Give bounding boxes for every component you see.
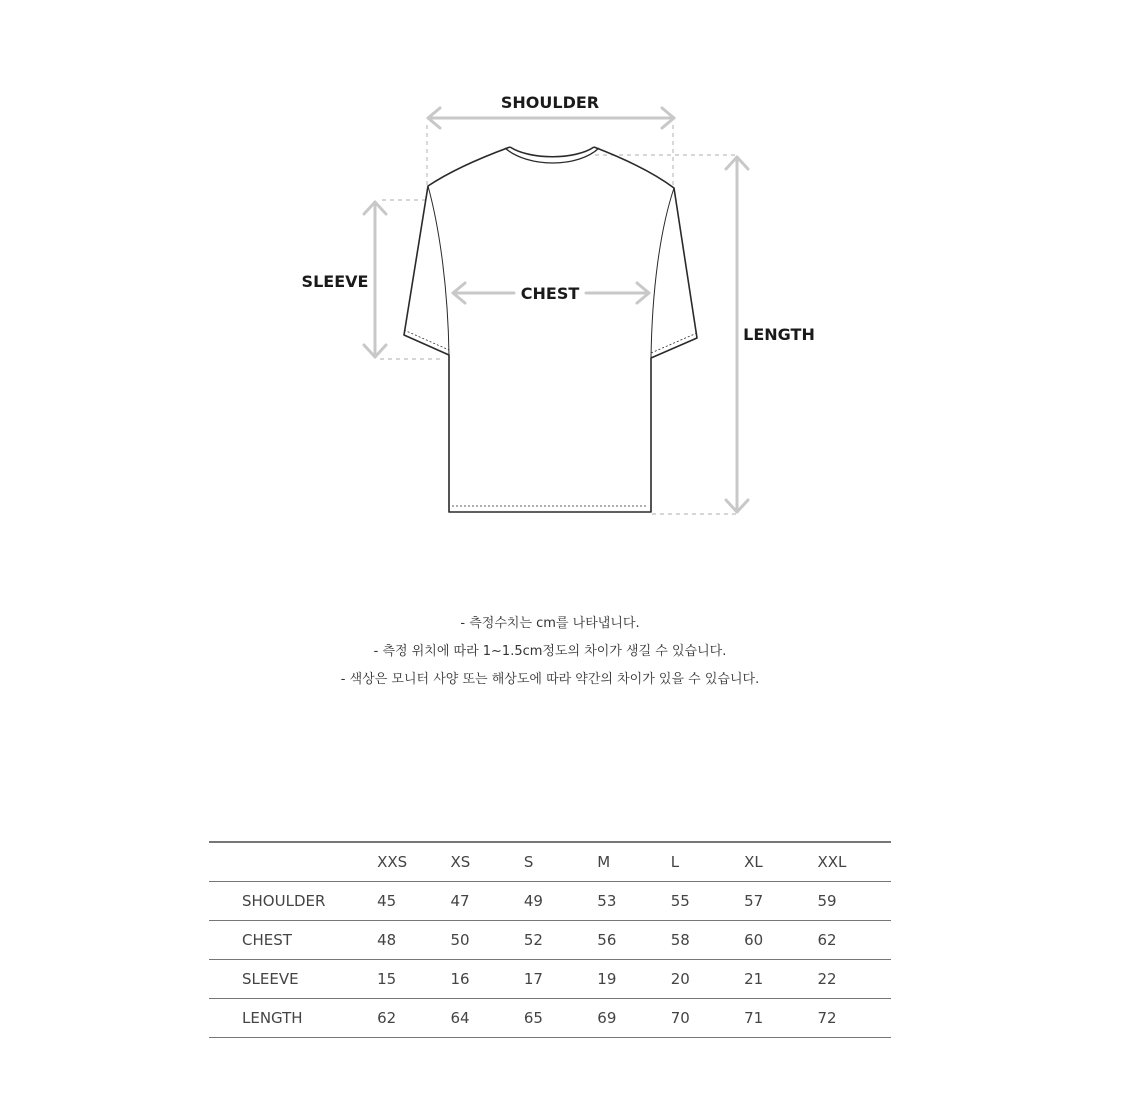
table-cell: 47 bbox=[450, 882, 523, 921]
row-label: LENGTH bbox=[209, 999, 377, 1038]
row-label: SHOULDER bbox=[209, 882, 377, 921]
table-row bbox=[209, 882, 891, 921]
size-header: XXS bbox=[377, 842, 450, 882]
table-cell: 62 bbox=[377, 999, 450, 1038]
table-cell: 20 bbox=[671, 960, 744, 999]
measurement-notes bbox=[0, 610, 1100, 694]
size-header: XL bbox=[744, 842, 817, 882]
table-cell: 52 bbox=[524, 921, 597, 960]
table-corner-cell bbox=[209, 842, 377, 882]
size-header: XS bbox=[450, 842, 523, 882]
size-header: L bbox=[671, 842, 744, 882]
table-cell: 55 bbox=[671, 882, 744, 921]
measurement-guides bbox=[380, 125, 738, 514]
row-label: CHEST bbox=[209, 921, 377, 960]
length-label: LENGTH bbox=[743, 325, 815, 344]
table-cell: 15 bbox=[377, 960, 450, 999]
table-cell: 53 bbox=[597, 882, 670, 921]
sleeve-label: SLEEVE bbox=[301, 272, 369, 291]
size-header: XXL bbox=[818, 842, 892, 882]
table-cell: 56 bbox=[597, 921, 670, 960]
measurement-arrows bbox=[364, 108, 748, 512]
row-label: SLEEVE bbox=[209, 960, 377, 999]
table-cell: 65 bbox=[524, 999, 597, 1038]
size-header: M bbox=[597, 842, 670, 882]
note-line: - 측정 위치에 따라 1~1.5cm정도의 차이가 생길 수 있습니다. bbox=[373, 644, 727, 659]
table-cell: 64 bbox=[450, 999, 523, 1038]
table-cell: 22 bbox=[818, 960, 892, 999]
shoulder-label: SHOULDER bbox=[500, 93, 600, 112]
note-line: - 측정수치는 cm를 나타냅니다. bbox=[460, 616, 640, 631]
table-cell: 19 bbox=[597, 960, 670, 999]
table-cell: 17 bbox=[524, 960, 597, 999]
table-row bbox=[209, 999, 891, 1038]
size-chart-table bbox=[209, 841, 891, 1038]
chest-label: CHEST bbox=[520, 284, 580, 303]
table-row bbox=[209, 960, 891, 999]
size-header: S bbox=[524, 842, 597, 882]
table-cell: 16 bbox=[450, 960, 523, 999]
table-header-row bbox=[209, 842, 891, 882]
table-cell: 49 bbox=[524, 882, 597, 921]
table-cell: 60 bbox=[744, 921, 817, 960]
table-cell: 70 bbox=[671, 999, 744, 1038]
table-cell: 50 bbox=[450, 921, 523, 960]
table-cell: 21 bbox=[744, 960, 817, 999]
table-cell: 72 bbox=[818, 999, 892, 1038]
table-cell: 59 bbox=[818, 882, 892, 921]
table-row bbox=[209, 921, 891, 960]
table-cell: 58 bbox=[671, 921, 744, 960]
table-cell: 71 bbox=[744, 999, 817, 1038]
table-cell: 57 bbox=[744, 882, 817, 921]
table-cell: 48 bbox=[377, 921, 450, 960]
tshirt-outline bbox=[404, 147, 697, 512]
table-cell: 69 bbox=[597, 999, 670, 1038]
table-cell: 62 bbox=[818, 921, 892, 960]
note-line: - 색상은 모니터 사양 또는 해상도에 따라 약간의 차이가 있을 수 있습니다. bbox=[340, 672, 760, 687]
table-cell: 45 bbox=[377, 882, 450, 921]
